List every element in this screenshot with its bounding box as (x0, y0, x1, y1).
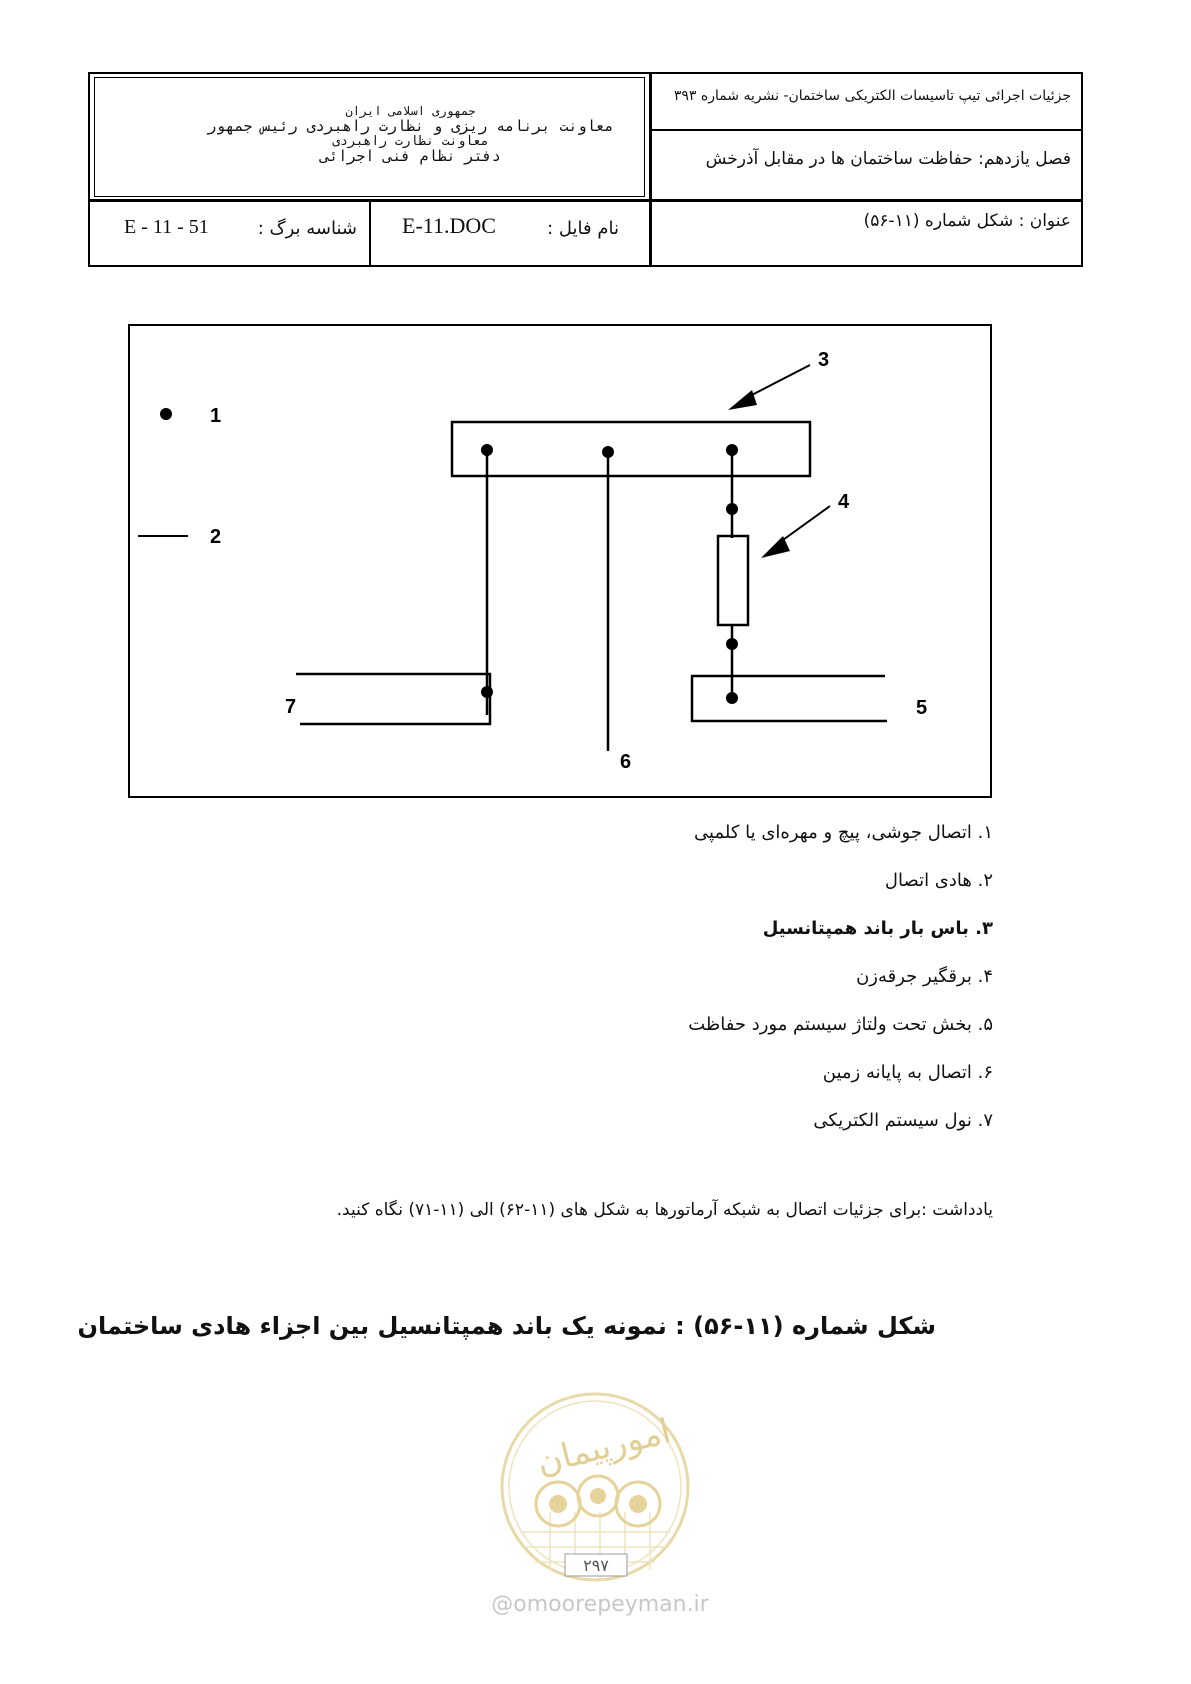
connection-dot (726, 692, 738, 704)
legend-item-3: ۳. باس بار باند همپتانسیل (762, 918, 993, 939)
agency-line-4: دفتر نظام فنی اجرائی (320, 147, 501, 165)
label-6: 6 (620, 751, 632, 773)
divider (649, 74, 652, 265)
diagram-frame (128, 324, 992, 798)
connection-dot (481, 444, 493, 456)
spark-gap-arrester (718, 536, 748, 625)
neutral-terminal (296, 674, 490, 724)
publisher-stamp-logo (480, 1392, 710, 1582)
divider (90, 199, 1081, 202)
website-text: omoorepeyman.ir (513, 1592, 709, 1617)
divider (369, 202, 371, 265)
legend-item-2: ۲. هادی اتصال (884, 870, 993, 891)
legend-item-6: ۶. اتصال به پایانه زمین (822, 1062, 993, 1083)
agency-line-2: معاونت برنامه ریزی و نظارت راهبردی رئیس جمهور (207, 117, 614, 135)
website-watermark (490, 1592, 710, 1617)
legend-item-4: ۴. برقگیر جرقه‌زن (856, 966, 993, 987)
chapter-title: فصل یازدهم: حفاظت ساختمان ها در مقابل آذرخش (705, 149, 1071, 169)
agency-line-1: جمهوری اسلامی ایران (345, 104, 476, 118)
label-7: 7 (285, 696, 297, 718)
file-name: E-11.DOC (402, 213, 496, 238)
note-text: یادداشت :برای جزئیات اتصال به شبکه آرماتورها به شکل های (۱۱-۶۲) الی (۱۱-۷۱) نگاه کنید. (336, 1200, 993, 1220)
connection-dot (726, 503, 738, 515)
connection-dot (726, 444, 738, 456)
figure-title: عنوان : شکل شماره (۱۱-۵۶) (863, 211, 1071, 231)
figure-caption: شکل شماره (۱۱-۵۶) : نمونه یک باند همپتانسیل بین اجزاء هادی ساختمان (77, 1312, 936, 1340)
connection-dot (602, 446, 614, 458)
legend-dot-sample (160, 408, 172, 420)
stamp-brand: امورپیمان (532, 1411, 675, 1484)
header-table (88, 72, 1083, 267)
publication-title: جزئیات اجرائی تیپ تاسیسات الکتریکی ساختمان- نشریه شماره ۳۹۳ (673, 88, 1071, 104)
legend-item-7: ۷. نول سیستم الکتریکی (813, 1110, 993, 1131)
agency-block (98, 104, 723, 164)
bonding-diagram (130, 326, 990, 796)
sheet-label: شناسه برگ : (257, 218, 357, 239)
connection-dot (726, 638, 738, 650)
label-1: 1 (210, 405, 222, 427)
label-3: 3 (818, 349, 830, 371)
sheet-id: E - 11 - 51 (124, 216, 209, 238)
at-icon: @ (491, 1592, 514, 1617)
bonding-busbar (452, 422, 810, 476)
file-label: نام فایل : (547, 218, 619, 239)
stamp-page-number: ۲۹۷ (583, 1556, 609, 1575)
agency-line-3: معاونت نظارت راهبردی (332, 134, 489, 149)
arrowhead-4 (761, 536, 790, 558)
label-4: 4 (838, 491, 850, 513)
arrowhead-3 (728, 390, 757, 410)
legend-list (393, 818, 993, 1154)
label-2: 2 (210, 526, 222, 548)
protected-system-terminal (692, 676, 887, 721)
legend-item-1: ۱. اتصال جوشی، پیچ و مهره‌ای یا کلمپی (694, 822, 993, 843)
legend-item-5: ۵. بخش تحت ولتاژ سیستم مورد حفاظت (688, 1014, 993, 1035)
label-5: 5 (916, 697, 928, 719)
connection-dot (481, 686, 493, 698)
